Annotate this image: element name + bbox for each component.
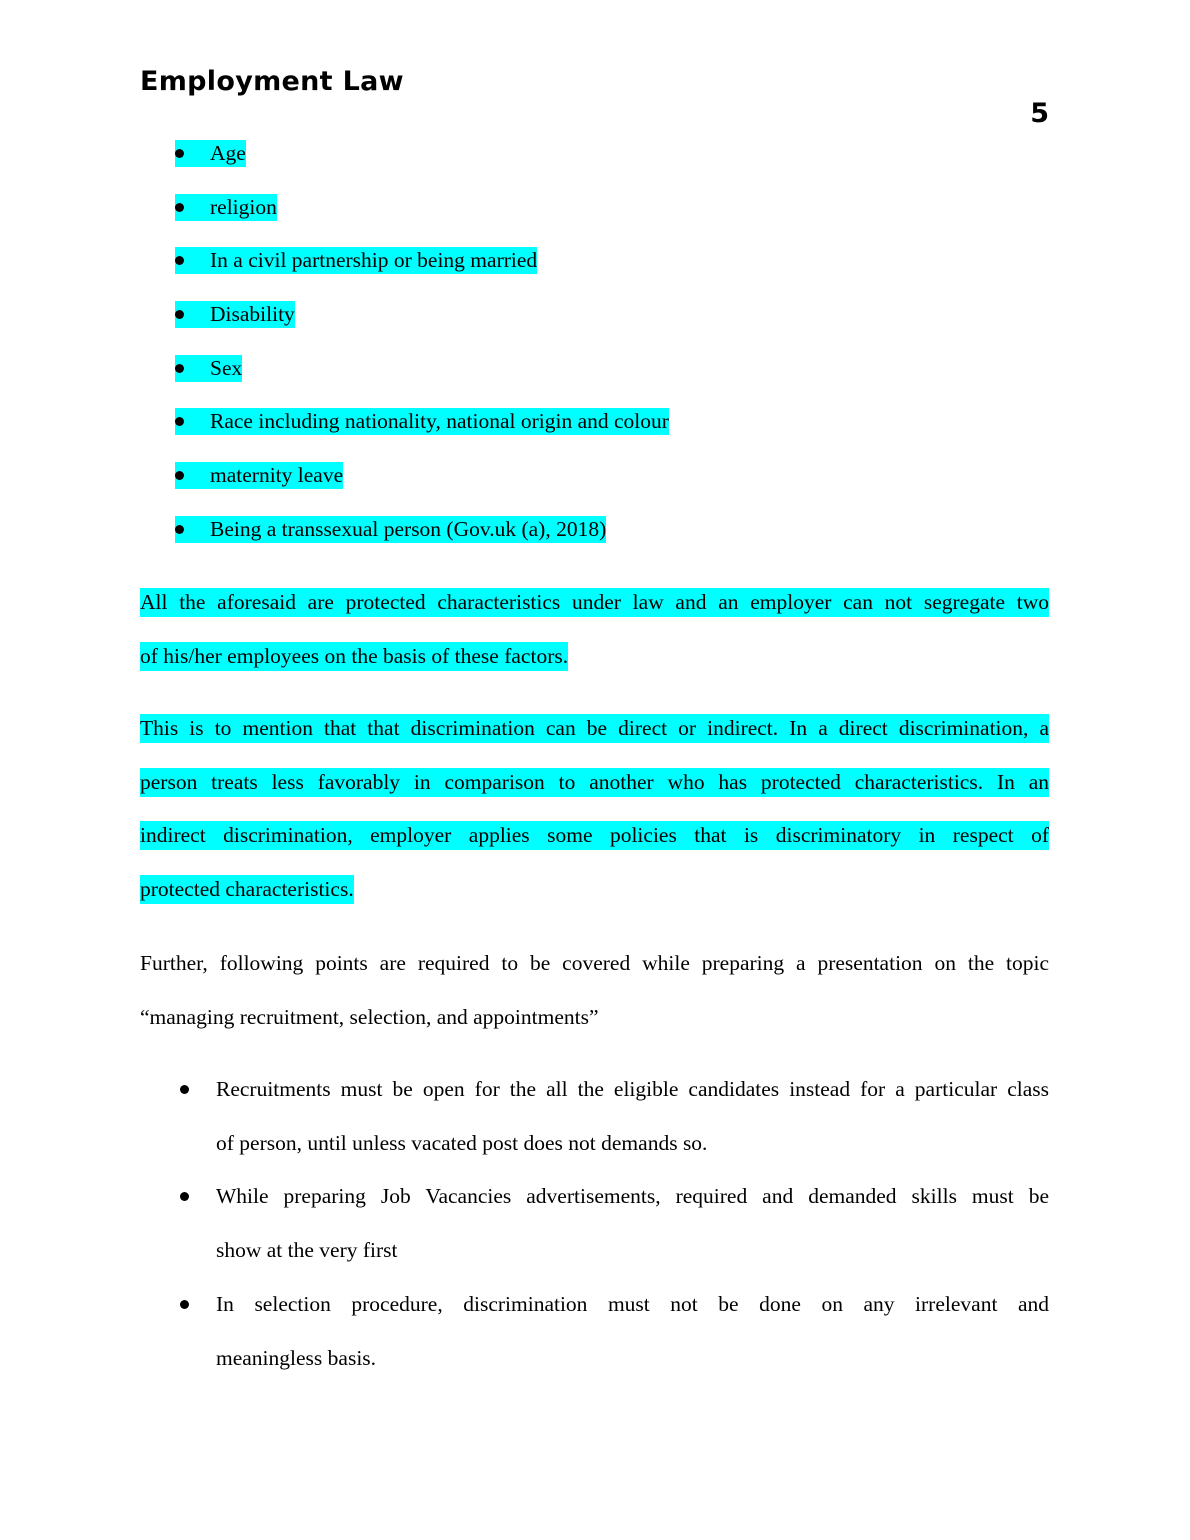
paragraph-line-text: This is to mention that that discrimination can be direct or indirect. In a direct discrimination, a: [140, 714, 1049, 743]
list-item-text: In a civil partnership or being married: [210, 248, 538, 272]
list-item-text: Disability: [210, 302, 295, 326]
paragraph-line-text: “managing recruitment, selection, and appointments”: [140, 1004, 599, 1029]
paragraph-line: [140, 576, 1049, 630]
document-header-title: Employment Law: [140, 66, 404, 97]
list-item-line: While preparing Job Vacancies advertisements, required and demanded skills must be: [216, 1184, 1049, 1208]
list-item: [175, 301, 295, 328]
paragraph-line: [140, 630, 1049, 684]
paragraph-line: [140, 863, 1049, 917]
paragraph-protected-characteristics: [140, 576, 1049, 683]
list-item: [175, 247, 537, 274]
page-number: 5: [1030, 98, 1049, 129]
list-item-line: meaningless basis.: [216, 1345, 377, 1370]
list-item-line: Recruitments must be open for the all the eligible candidates instead for a particular class: [216, 1077, 1049, 1101]
paragraph-line-text: of his/her employees on the basis of these factors.: [140, 642, 568, 671]
paragraph-line: [140, 937, 1049, 991]
list-item-text: maternity leave: [210, 463, 344, 487]
list-item: [216, 1170, 1049, 1277]
list-item: [175, 408, 669, 435]
paragraph-line-text: All the aforesaid are protected characteristics under law and an employer can not segregate two: [140, 588, 1049, 617]
list-item-text: Sex: [210, 356, 243, 380]
paragraph-line: [140, 756, 1049, 810]
bullet-icon: [175, 247, 210, 274]
list-item: [216, 1063, 1049, 1170]
list-item: [216, 1278, 1049, 1385]
list-item-line: In selection procedure, discrimination must not be done on any irrelevant and: [216, 1292, 1049, 1316]
list-item: [175, 194, 277, 221]
bullet-icon: [175, 194, 210, 221]
list-item: [175, 516, 606, 543]
paragraph-line: [140, 991, 1049, 1045]
list-item: [175, 462, 343, 489]
bullet-icon: [175, 408, 210, 435]
list-item: [175, 140, 246, 167]
paragraph-presentation-intro: [140, 937, 1049, 1044]
paragraph-line-text: protected characteristics.: [140, 875, 354, 904]
paragraph-line-text: indirect discrimination, employer applies some policies that is discriminatory in respect of: [140, 821, 1049, 850]
list-item-text: religion: [210, 195, 277, 219]
list-item-text: Being a transsexual person (Gov.uk (a), 2018): [210, 517, 607, 541]
paragraph-line-text: person treats less favorably in comparison to another who has protected characteristics. In an: [140, 768, 1049, 797]
list-item-text: Age: [210, 141, 246, 165]
list-item-line: show at the very first: [216, 1237, 398, 1262]
bullet-icon: [175, 140, 210, 167]
list-item: [175, 355, 242, 382]
bullet-icon: [175, 516, 210, 543]
list-item-text: Race including nationality, national origin and colour: [210, 409, 669, 433]
paragraph-discrimination-types: [140, 702, 1049, 917]
paragraph-line: [140, 702, 1049, 756]
paragraph-line: [140, 809, 1049, 863]
bullet-icon: [175, 301, 210, 328]
paragraph-line-text: Further, following points are required to be covered while preparing a presentation on the topic: [140, 951, 1049, 975]
bullet-icon: [175, 355, 210, 382]
list-item-line: of person, until unless vacated post does not demands so.: [216, 1130, 708, 1155]
bullet-icon: [175, 462, 210, 489]
